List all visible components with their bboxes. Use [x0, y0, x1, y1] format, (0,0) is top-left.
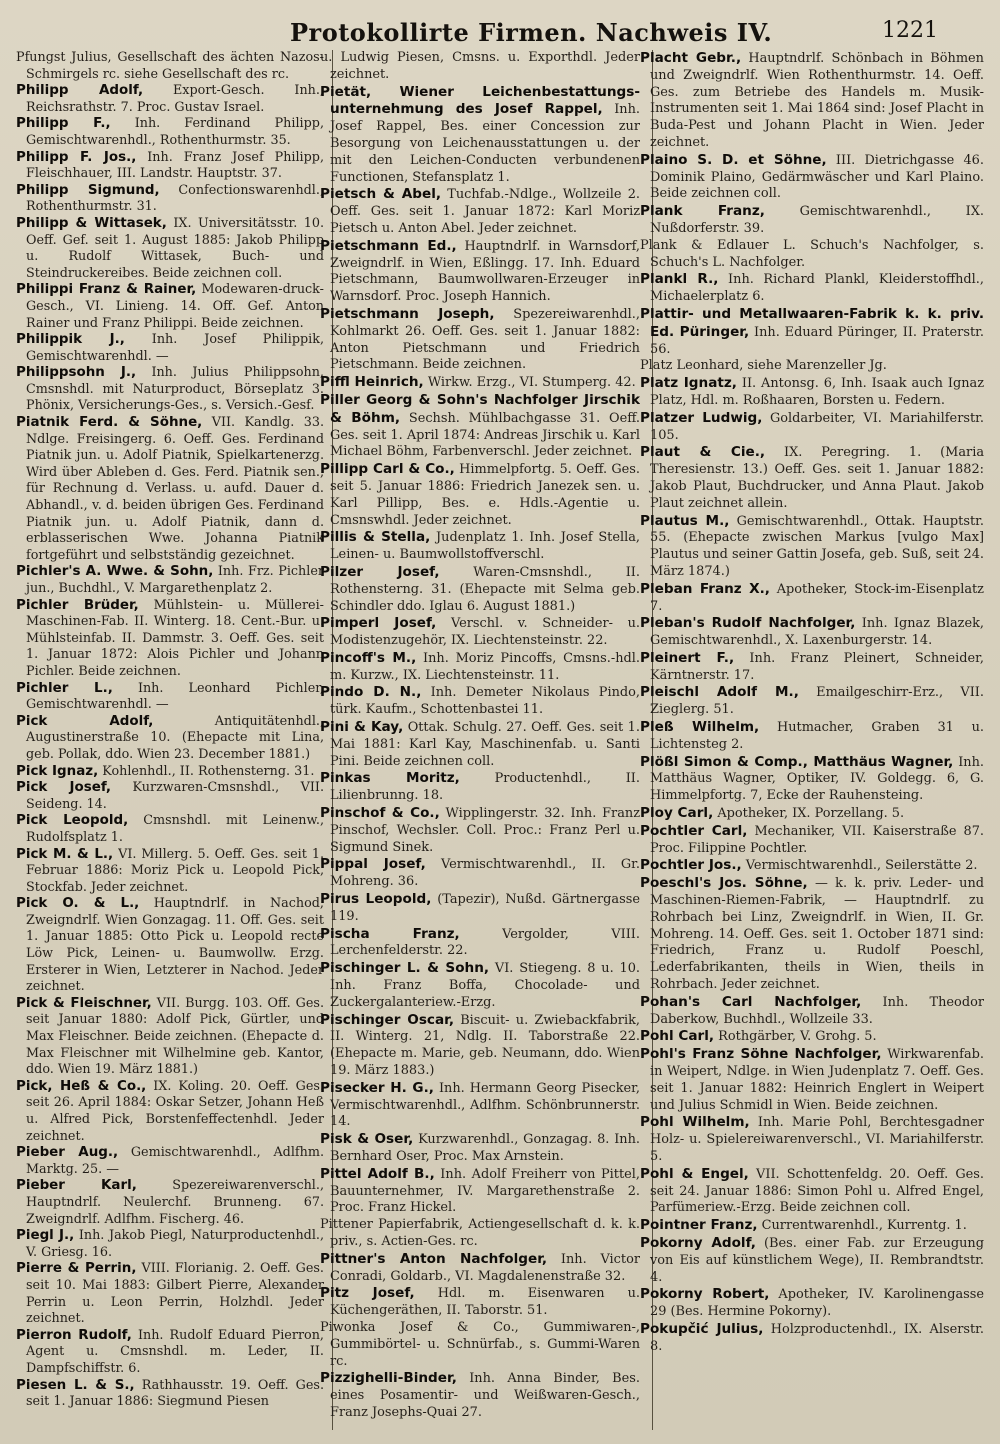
firm-name: Pittner's Anton Nachfolger,: [320, 1250, 548, 1267]
directory-entry: [640, 1217, 984, 1235]
entry-details: Hutmacher, Graben 31 u. Lichtensteg 2.: [650, 720, 984, 752]
firm-name: Pohl Wilhelm,: [640, 1114, 750, 1131]
firm-name: Pischinger Oscar,: [320, 1011, 455, 1028]
firm-name: Philippsohn J.,: [16, 365, 137, 381]
directory-entry: [640, 410, 984, 445]
entry-details: — k. k. priv. Leder- und Maschinen-Riemen-Fabrik, — Hauptndrlf. zu Rohrbach bei Linz, Zweigndrlf. in Wien, II. Gr. Mohreng. 14. Oeff. Ges. seit 1. October 1871 sind: Friedrich, Franz u. Rudolf Poeschl, Lederfabrikanten, theils in Wien, theils in Rohrbach. Jeder zeichnet.: [650, 876, 984, 993]
directory-entry: [640, 444, 984, 512]
directory-entry: [320, 186, 640, 237]
entry-details: Inh. Ignaz Blazek, Gemischtwarenhdl., X. Laxenburgerstr. 14.: [650, 616, 984, 649]
firm-name: Pick Ignaz,: [16, 763, 99, 779]
directory-entry: [16, 896, 324, 996]
entry-details: Tuchfab.-Ndlge., Wollzeile 2. Oeff. Ges. seit 1. Januar 1872: Karl Moriz Pietsch u. Anton Abel. Jeder zeichnet.: [330, 187, 640, 236]
directory-entry: [320, 856, 640, 891]
directory-columns: [16, 50, 984, 1434]
entry-details: Gemischtwarenhdl., Ottak. Hauptstr. 55. (Ehepacte zwischen Markus [vulgo Max] Plautus und seiner Gattin Josefa, geb. Suß, seit 24. März 1874.): [650, 513, 984, 579]
firm-name: Plattir- und Metallwaaren-Fabrik k. k. priv. Ed. Püringer,: [640, 305, 984, 340]
firm-name: Pleinert F.,: [640, 649, 735, 666]
firm-name: Pokorny Adolf,: [640, 1234, 756, 1251]
firm-name: Pietschmann Ed.,: [320, 237, 457, 254]
firm-name: Plößl Simon & Comp., Matthäus Wagner,: [640, 753, 954, 770]
entry-details: Goldarbeiter, VI. Mariahilferstr. 105.: [650, 410, 984, 443]
entry-details: Confectionswarenhdl., Rothenthurmstr. 31.: [26, 182, 324, 215]
firm-name: Pisecker H. G.,: [320, 1079, 434, 1096]
entry-details: Modewaren-druck-Gesch., VI. Linieng. 14. Off. Gef. Anton Rainer und Franz Philippi. Beide zeichnen.: [26, 282, 324, 331]
directory-entry: [320, 960, 640, 1011]
entry-details: VII. Schottenfeldg. 20. Oeff. Ges. seit 24. Januar 1886: Simon Pohl u. Alfred Engel, Parfümeriew.-Erzg. Beide zeichnen coll.: [650, 1166, 984, 1216]
directory-entry: [640, 271, 984, 306]
directory-entry: [320, 1080, 640, 1131]
firm-name: Piesen L. & S.,: [16, 1377, 135, 1393]
entry-details: Vermischtwarenhdl., Seilerstätte 2.: [745, 858, 978, 874]
firm-name: Plank Franz,: [640, 203, 765, 220]
firm-name: Pochtler Carl,: [640, 822, 748, 839]
directory-entry: [16, 282, 324, 332]
firm-name: Pischinger L. & Sohn,: [320, 960, 490, 977]
entry-details: Pittener Papierfabrik, Actiengesellschaft d. k. k. priv., s. Actien-Ges. rc.: [320, 1217, 640, 1249]
directory-entry: [320, 529, 640, 564]
firm-name: Philipp Adolf,: [16, 83, 144, 99]
entry-details: Inh. Moriz Pincoffs, Cmsns.-hdl. m. Kurzw., IX. Liechtensteinstr. 11.: [330, 650, 640, 683]
directory-entry: [16, 83, 324, 116]
directory-entry: [640, 1028, 984, 1046]
firm-name: Pleban's Rudolf Nachfolger,: [640, 615, 856, 632]
directory-entry: [320, 1370, 640, 1421]
entry-details: Hdl. m. Eisenwaren u. Küchengeräthen, II. Taborstr. 51.: [330, 1286, 640, 1319]
firm-name: Pinkas Moritz,: [320, 770, 460, 787]
firm-name: Pischa Franz,: [320, 925, 460, 942]
entry-details: Plank & Edlauer L. Schuch's Nachfolger, s. Schuch's L. Nachfolger.: [640, 237, 984, 270]
entry-details: Judenplatz 1. Inh. Josef Stella, Leinen- u. Baumwollstoffverschl.: [330, 530, 640, 563]
firm-name: Pindo D. N.,: [320, 684, 422, 701]
directory-entry: [640, 857, 984, 875]
firm-name: Pohl's Franz Söhne Nachfolger,: [640, 1046, 882, 1063]
entry-details: Inh. Adolf Freiherr von Pittel, Bauunternehmer, IV. Margarethenstraße 2. Proc. Franz Hickel.: [330, 1166, 640, 1216]
entry-details: Spezereiwarenverschl., Hauptndrlf. Neulerchf. Brunneng. 67. Zweigndrlf. Adlfhm. Fischerg. 46.: [26, 1178, 324, 1227]
column-3: [640, 50, 984, 1434]
entry-details: Inh. Josef Rappel, Bes. einer Concession zur Besorgung von Leichenausstattungen u. der mit den Leichen-Conducten verbundenen Functionen, Stefansplatz 1.: [330, 102, 640, 185]
entry-details: Hauptndrlf. in Nachod, Zweigndrlf. Wien Gonzagag. 11. Off. Ges. seit 1. Januar 1885: Otto Pick u. Leopold recte Löw Pick, Leinen- u. Baumwollw. Erzg. Ersterer in Wien, Letzterer in Nachod. Jeder zeichnet.: [26, 896, 324, 995]
directory-entry: [16, 332, 324, 365]
entry-details: Spezereiwarenhdl., Kohlmarkt 26. Oeff. Ges. seit 1. Januar 1882: Anton Pietschmann und Friedrich Pietschmann. Beide zeichnen.: [330, 306, 640, 373]
firm-name: Pichler Brüder,: [16, 597, 139, 613]
firm-name: Piller Georg & Sohn's Nachfolger Jirschik & Böhm,: [320, 391, 640, 426]
entry-details: III. Dietrichgasse 46. Dominik Plaino, Gedärmwäscher und Karl Plaino. Beide zeichnen coll.: [650, 152, 984, 202]
firm-name: Pietsch & Abel,: [320, 186, 442, 203]
directory-entry: [320, 1285, 640, 1320]
directory-entry: [640, 50, 984, 152]
entry-details: (Tapezir), Nußd. Gärtnergasse 119.: [330, 892, 640, 924]
entry-details: Waren-Cmsnshdl., II. Rothensterng. 31. (Ehepacte mit Selma geb. Schindler ddo. Iglau 6. August 1881.): [330, 564, 640, 614]
firm-name: Pleban Franz X.,: [640, 580, 770, 597]
directory-entry: [16, 1178, 324, 1228]
directory-entry: [640, 358, 984, 375]
entry-details: Inh. Matthäus Wagner, Optiker, IV. Goldegg. 6, G. Himmelpfortg. 7, Ecke der Rauhensteing.: [650, 754, 984, 804]
firm-name: Pichler L.,: [16, 680, 113, 696]
entry-details: VI. Millerg. 5. Oeff. Ges. seit 1. Februar 1886: Moriz Pick u. Leopold Pick, Stockfab. Jeder zeichnet.: [26, 846, 324, 895]
directory-entry: [640, 754, 984, 805]
entry-details: IX. Universitätsstr. 10. Oeff. Gef. seit 1. August 1885: Jakob Philipp u. Rudolf Wittasek, Buch- und Steindruckereibes. Beide zeichnen coll.: [26, 215, 324, 281]
entry-details: Inh. Rudolf Eduard Pierron, Agent u. Cmsnshdl. m. Leder, II. Dampfschiffstr. 6.: [26, 1327, 324, 1376]
directory-entry: [640, 684, 984, 719]
directory-entry: [320, 374, 640, 392]
firm-name: Ploy Carl,: [640, 805, 714, 822]
directory-entry: [640, 203, 984, 238]
entry-details: VII. Burgg. 103. Off. Ges. seit Januar 1880: Adolf Pick, Gürtler, und Max Fleischner. Beide zeichnen. (Ehepacte d. Max Fleischner mit Wilhelmine geb. Kantor, ddo. Wien 19. März 1881.): [26, 995, 324, 1078]
directory-entry: [16, 116, 324, 149]
directory-entry: [320, 50, 640, 84]
directory-entry: [16, 780, 324, 813]
firm-name: Platz Ignatz,: [640, 375, 737, 392]
firm-name: Pimperl Josef,: [320, 615, 437, 632]
directory-entry: [320, 770, 640, 805]
firm-name: Pick, Heß & Co.,: [16, 1078, 147, 1094]
directory-entry: [16, 714, 324, 764]
firm-name: Pirus Leopold,: [320, 891, 432, 908]
entry-details: Mechaniker, VII. Kaiserstraße 87. Proc. Filippine Pochtler.: [650, 823, 984, 856]
directory-entry: [640, 1046, 984, 1114]
directory-entry: [640, 805, 984, 823]
entry-details: Vergolder, VIII. Lerchenfelderstr. 22.: [330, 926, 640, 959]
firm-name: Pleß Wilhelm,: [640, 719, 760, 736]
firm-name: Pinschof & Co.,: [320, 805, 440, 822]
firm-name: Pittel Adolf B.,: [320, 1165, 435, 1182]
firm-name: Philippik J.,: [16, 332, 125, 348]
firm-name: Poeschl's Jos. Söhne,: [640, 875, 808, 892]
entry-details: Mühlstein- u. Müllerei-Maschinen-Fab. II. Winterg. 18. Cent.-Bur. u. Mühlsteinfab. II. Dammstr. 3. Oeff. Ges. seit 1. Januar 1872: Alois Pichler und Johann Pichler. Beide zeichnen.: [26, 597, 324, 679]
directory-entry: [640, 650, 984, 685]
directory-entry: [320, 1166, 640, 1217]
directory-entry: [640, 306, 984, 358]
entry-details: Wirkw. Erzg., VI. Stumperg. 42.: [427, 375, 636, 391]
entry-details: Inh. Anna Binder, Bes. eines Posamentir- und Weißwaren-Gesch., Franz Josephs-Quai 27.: [330, 1371, 640, 1420]
directory-entry: [640, 994, 984, 1029]
entry-details: VIII. Florianig. 2. Oeff. Ges. seit 10. Mai 1883: Gilbert Pierre, Alexander Perrin u. Leon Perrin, Holzhdl. Jeder zeichnet.: [26, 1261, 324, 1327]
firm-name: Philipp Sigmund,: [16, 182, 160, 198]
entry-details: Inh. Theodor Daberkow, Buchhdl., Wollzeile 33.: [650, 994, 984, 1027]
directory-entry: [320, 1251, 640, 1286]
firm-name: Pohan's Carl Nachfolger,: [640, 993, 862, 1010]
entry-details: Inh. Jakob Piegl, Naturproductenhdl., V. Griesg. 16.: [26, 1228, 324, 1260]
firm-name: Philipp & Wittasek,: [16, 215, 167, 231]
firm-name: Pichler's A. Wwe. & Sohn,: [16, 564, 214, 580]
firm-name: Pohl Carl,: [640, 1028, 715, 1045]
entry-details: u. Ludwig Piesen, Cmsns. u. Exporthdl. Jeder zeichnet.: [320, 50, 640, 82]
directory-entry: [320, 461, 640, 529]
firm-name: Pizzighelli-Binder,: [320, 1370, 457, 1387]
directory-entry: [320, 891, 640, 926]
entry-details: IX. Koling. 20. Oeff. Ges. seit 26. April 1884: Oskar Setzer, Johann Heß u. Alfred Pick, Borstenfeffectenhdl. Jeder zeichnet.: [26, 1078, 324, 1144]
entry-details: Hauptndrlf. Schönbach in Böhmen und Zweigndrlf. Wien Rothenthurmstr. 14. Oeff. Ges. zum Betriebe des Handels m. Musik-Instrumenten seit 1. Mai 1864 sind: Josef Placht in Buda-Pest und Johann Placht in Wien. Jeder zeichnet.: [650, 51, 984, 150]
firm-name: Pierron Rudolf,: [16, 1327, 132, 1343]
page-number: 1221: [882, 18, 938, 43]
entry-details: Inh. Marie Pohl, Berchtesgadner Holz- u. Spielereiwarenverschl., VI. Mariahilferstr. 5.: [650, 1115, 984, 1164]
entry-details: Inh. Franz Pleinert, Schneider, Kärntnerstr. 17.: [650, 650, 984, 683]
directory-entry: [640, 1114, 984, 1165]
entry-details: Inh. Hermann Georg Pisecker, Vermischtwarenhdl., Adlfhm. Schönbrunnerstr. 14.: [330, 1080, 640, 1130]
firm-name: Pietschmann Joseph,: [320, 305, 495, 322]
firm-name: Pietät, Wiener Leichenbestattungs-unternehmung des Josef Rappel,: [320, 83, 640, 118]
entry-details: Sechsh. Mühlbachgasse 31. Oeff. Ges. seit 1. April 1874: Andreas Jirschik u. Karl Michael Böhm, Farbenverschl. Jeder zeichnet.: [330, 410, 640, 460]
firm-name: Pohl & Engel,: [640, 1165, 749, 1182]
entry-details: Apotheker, IX. Porzellang. 5.: [717, 806, 905, 822]
entry-details: VII. Kandlg. 33. Ndlge. Freisingerg. 6. Oeff. Ges. Ferdinand Piatnik jun. u. Adolf Piatnik, Spielkartenerzg. Wird über Ableben d. Ges. Ferd. Piatnik sen., für Rechnung d. Verlass. u. aufd. Dauer d. Abhandl., v. d. beiden übrigen Ges. Ferdinand Piatnik jun. u. Adolf Piatnik, dann d. erblasserischen Wwe. Johanna Piatnik fortgeführt und selbstständig gezeichnet.: [26, 415, 324, 563]
directory-entry: [16, 564, 324, 597]
entry-details: Inh. Leonhard Pichler, Gemischtwarenhdl. —: [26, 680, 324, 713]
entry-details: Wipplingerstr. 32. Inh. Franz Pinschof, Wechsler. Coll. Proc.: Franz Perl u. Sigmund Sinek.: [330, 806, 640, 855]
firm-name: Pippal Josef,: [320, 856, 426, 873]
firm-name: Pick M. & L.,: [16, 846, 114, 862]
entry-details: Kohlenhdl., II. Rothensterng. 31.: [102, 763, 315, 779]
directory-entry: [640, 375, 984, 410]
entry-details: Apotheker, Stock-im-Eisenplatz 7.: [650, 581, 984, 614]
firm-name: Philippi Franz & Rainer,: [16, 282, 197, 298]
entry-details: Inh. Richard Plankl, Kleiderstoffhdl., Michaelerplatz 6.: [650, 272, 984, 305]
entry-details: Gemischtwarenhdl., IX. Nußdorferstr. 39.: [650, 204, 984, 236]
directory-entry: [16, 1328, 324, 1378]
directory-entry: [16, 216, 324, 282]
entry-details: Ottak. Schulg. 27. Oeff. Ges. seit 1. Mai 1881: Karl Kay, Maschinenfab. u. Santi Pini. Beide zeichnen coll.: [330, 720, 640, 769]
entry-details: Rathhausstr. 19. Oeff. Ges. seit 1. Januar 1886: Siegmund Piesen: [26, 1377, 324, 1410]
directory-entry: [640, 581, 984, 616]
firm-name: Pieber Karl,: [16, 1178, 137, 1194]
column-2: [320, 50, 640, 1434]
directory-entry: [640, 1166, 984, 1217]
entry-details: Inh. Eduard Püringer, II. Praterstr. 56.: [650, 324, 984, 357]
entry-details: II. Antonsg. 6, Inh. Isaak auch Ignaz Platz, Hdl. m. Roßhaaren, Borsten u. Federn.: [650, 376, 984, 408]
entry-details: IX. Peregring. 1. (Maria Theresienstr. 13.) Oeff. Ges. seit 1. Januar 1882: Jakob Plaut, Buchdrucker, und Anna Plaut. Jakob Plaut zeichnet allein.: [650, 445, 984, 511]
entry-details: Himmelpfortg. 5. Oeff. Ges. seit 5. Januar 1886: Friedrich Janezek sen. u. Karl Pillipp, Bes. e. Hdls.-Agentie u. Cmsnswhdl. Jeder zeichnet.: [330, 462, 640, 528]
firm-name: Pillis & Stella,: [320, 529, 431, 546]
firm-name: Pochtler Jos.,: [640, 857, 742, 874]
entry-details: Platz Leonhard, siehe Marenzeller Jg.: [640, 358, 887, 374]
entry-details: Inh. Victor Conradi, Goldarb., VI. Magdalenenstraße 32.: [330, 1251, 640, 1284]
entry-details: Antiquitätenhdl., Augustinerstraße 10. (Ehepacte mit Lina, geb. Pollak, ddo. Wien 23. December 1881.): [26, 713, 324, 762]
firm-name: Pointner Franz,: [640, 1217, 758, 1234]
firm-name: Piffl Heinrich,: [320, 374, 424, 391]
firm-name: Platzer Ludwig,: [640, 409, 763, 426]
firm-name: Plankl R.,: [640, 271, 719, 288]
entry-details: Currentwarenhdl., Kurrentg. 1.: [761, 1218, 967, 1234]
entry-details: Pfungst Julius, Gesellschaft des ächten Nazos-Schmirgels rc. siehe Gesellschaft des rc.: [16, 50, 324, 82]
directory-entry: [640, 875, 984, 994]
firm-name: Pick Josef,: [16, 780, 112, 796]
firm-name: Pick Leopold,: [16, 813, 129, 829]
directory-entry: [320, 650, 640, 685]
entry-details: VI. Stiegeng. 8 u. 10. Inh. Franz Boffa, Chocolade- und Zuckergalanteriew.-Erzg.: [330, 961, 640, 1010]
entry-details: Holzproductenhdl., IX. Alserstr. 8.: [650, 1321, 984, 1354]
column-1: [16, 50, 324, 1434]
page-header: [0, 14, 1000, 50]
directory-entry: [16, 598, 324, 681]
entry-details: Inh. Demeter Nikolaus Pindo, türk. Kaufm., Schottenbastei 11.: [330, 685, 640, 718]
entry-details: Verschl. v. Schneider- u. Modistenzugehör, IX. Liechtensteinstr. 22.: [330, 616, 640, 649]
firm-name: Piatnik Ferd. & Söhne,: [16, 415, 203, 431]
firm-name: Pokupčić Julius,: [640, 1320, 764, 1337]
directory-entry: [16, 813, 324, 846]
directory-entry: [320, 84, 640, 187]
entry-details: Productenhdl., II. Lilienbrunng. 18.: [330, 771, 640, 804]
firm-name: Pini & Kay,: [320, 719, 404, 736]
firm-name: Piegl J.,: [16, 1228, 75, 1244]
directory-entry: [16, 1261, 324, 1327]
directory-entry: [16, 1079, 324, 1145]
entry-details: Inh. Julius Philippsohn, Cmsnshdl. mit Naturproduct, Börseplatz 3. Phönix, Versicherungs-Ges., s. Versich.-Gesf.: [26, 365, 324, 414]
firm-name: Philipp F. Jos.,: [16, 149, 137, 165]
directory-entry: [16, 365, 324, 415]
entry-details: Export-Gesch. Inh., Reichsrathstr. 7. Proc. Gustav Israel.: [26, 83, 324, 115]
firm-name: Pitz Josef,: [320, 1285, 415, 1302]
running-title: Protokollirte Firmen. Nachweis IV.: [290, 18, 773, 47]
entry-details: Inh. Ferdinand Philipp, Gemischtwarenhdl., Rothenthurmstr. 35.: [26, 116, 324, 148]
entry-details: Inh. Franz Josef Philipp, Fleischhauer, III. Landstr. Hauptstr. 37.: [26, 149, 324, 182]
directory-entry: [320, 719, 640, 770]
entry-details: Rothgärber, V. Grohg. 5.: [718, 1029, 877, 1045]
directory-entry: [320, 1131, 640, 1166]
directory-entry: [16, 996, 324, 1079]
directory-entry: [16, 150, 324, 183]
directory-entry: [640, 719, 984, 754]
directory-entry: [16, 847, 324, 897]
firm-name: Pilzer Josef,: [320, 563, 440, 580]
directory-entry: [16, 1378, 324, 1411]
entry-details: Hauptndrlf. in Warnsdorf, Zweigndrlf. in Wien, Eßlingg. 17. Inh. Eduard Pietschmann, Baumwollwaren-Erzeuger in Warnsdorf. Proc. Joseph Hannich.: [330, 238, 640, 305]
directory-entry: [640, 238, 984, 272]
directory-entry: [320, 1320, 640, 1370]
directory-entry: [640, 1321, 984, 1356]
entry-details: Biscuit- u. Zwiebackfabrik, II. Winterg. 21, Ndlg. II. Taborstraße 22. (Ehepacte m. Marie, geb. Neumann, ddo. Wien 19. März 1883.): [330, 1012, 640, 1079]
directory-entry: [320, 684, 640, 719]
entry-details: Inh. Josef Philippik, Gemischtwarenhdl. —: [26, 332, 324, 364]
directory-entry: [16, 1145, 324, 1178]
directory-entry: [320, 392, 640, 461]
directory-entry: [16, 764, 324, 781]
firm-name: Pierre & Perrin,: [16, 1261, 137, 1277]
entry-details: Vermischtwarenhdl., II. Gr. Mohreng. 36.: [330, 857, 640, 890]
firm-name: Pick & Fleischner,: [16, 995, 152, 1011]
directory-entry: [320, 564, 640, 615]
directory-entry: [16, 681, 324, 714]
firm-name: Plautus M.,: [640, 512, 730, 529]
directory-entry: [320, 615, 640, 650]
entry-details: Kurzwarenhdl., Gonzagag. 8. Inh. Bernhard Oser, Proc. Max Arnstein.: [330, 1132, 640, 1164]
firm-name: Pincoff's M.,: [320, 649, 417, 666]
entry-details: Kurzwaren-Cmsnshdl., VII. Seideng. 14.: [26, 780, 324, 812]
directory-entry: [320, 805, 640, 856]
firm-name: Pick O. & L.,: [16, 896, 140, 912]
firm-name: Plaino S. D. et Söhne,: [640, 151, 827, 168]
entry-details: Emailgeschirr-Erz., VII. Zieglerg. 51.: [650, 685, 984, 718]
directory-entry: [16, 1228, 324, 1261]
entry-details: Piwonka Josef & Co., Gummiwaren-, Gummibörtel- u. Schnürfab., s. Gummi-Waren rc.: [320, 1319, 640, 1369]
entry-details: Apotheker, IV. Karolinengasse 29 (Bes. Hermine Pokorny).: [650, 1287, 984, 1320]
directory-entry: [320, 926, 640, 961]
firm-name: Pick Adolf,: [16, 713, 154, 729]
firm-name: Placht Gebr.,: [640, 50, 742, 66]
directory-entry: [16, 415, 324, 564]
firm-name: Pieber Aug.,: [16, 1145, 119, 1161]
directory-entry: [640, 152, 984, 203]
directory-entry: [640, 513, 984, 581]
firm-name: Pleischl Adolf M.,: [640, 684, 799, 701]
directory-entry: [16, 50, 324, 83]
firm-name: Pisk & Oser,: [320, 1131, 414, 1148]
entry-details: Inh. Frz. Pichler jun., Buchdhl., V. Margarethenplatz 2.: [26, 564, 324, 596]
directory-entry: [640, 823, 984, 858]
firm-name: Pokorny Robert,: [640, 1286, 770, 1303]
entry-details: Gemischtwarenhdl., Adlfhm. Marktg. 25. —: [26, 1145, 324, 1177]
directory-entry: [640, 1286, 984, 1321]
entry-details: (Bes. einer Fab. zur Erzeugung von Eis auf künstlichem Wege), II. Rembrandtstr. 4.: [650, 1235, 984, 1285]
directory-entry: [640, 1235, 984, 1286]
directory-entry: [320, 238, 640, 306]
directory-entry: [320, 1012, 640, 1080]
entry-details: Wirkwarenfab. in Weipert, Ndlge. in Wien Judenplatz 7. Oeff. Ges. seit 1. Januar 1882: Heinrich Englert in Weipert und Julius Schmidl in Wien. Beide zeichnen.: [650, 1047, 984, 1113]
firm-name: Philipp F.,: [16, 116, 111, 132]
directory-entry: [320, 306, 640, 374]
directory-entry: [16, 183, 324, 216]
directory-entry: [640, 615, 984, 650]
directory-entry: [320, 1217, 640, 1251]
entry-details: Cmsnshdl. mit Leinenw., Rudolfsplatz 1.: [26, 813, 324, 845]
firm-name: Pillipp Carl & Co.,: [320, 461, 455, 478]
firm-name: Plaut & Cie.,: [640, 444, 766, 461]
